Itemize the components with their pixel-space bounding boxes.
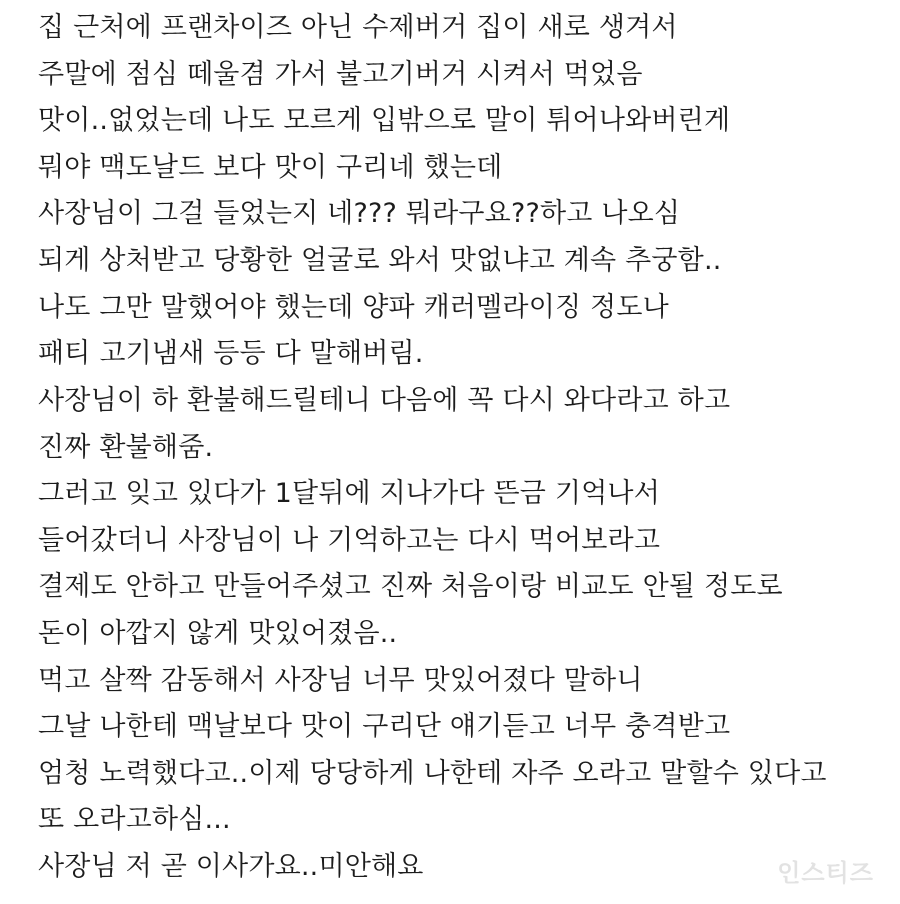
post-line: 사장님이 그걸 들었는지 네??? 뭐라구요??하고 나오심	[38, 198, 681, 229]
post-line: 주말에 점심 떼울겸 가서 불고기버거 시켜서 먹었음	[38, 59, 643, 90]
post-line: 들어갔더니 사장님이 나 기억하고는 다시 먹어보라고	[38, 525, 661, 556]
post-line: 사장님 저 곧 이사가요..미안해요	[38, 851, 424, 882]
site-watermark: 인스티즈	[777, 859, 874, 887]
post-line: 엄청 노력했다고..이제 당당하게 나한테 자주 오라고 말할수 있다고	[38, 758, 827, 789]
post-line: 집 근처에 프랜차이즈 아닌 수제버거 집이 새로 생겨서	[38, 12, 678, 43]
post-line: 진짜 환불해줌.	[38, 432, 214, 463]
post-line: 그날 나한테 맥날보다 맛이 구리단 얘기듣고 너무 충격받고	[38, 711, 731, 742]
post-line: 돈이 아깝지 않게 맛있어졌음..	[38, 618, 398, 649]
post-body	[38, 0, 888, 904]
post-line: 맛이..없었는데 나도 모르게 입밖으로 말이 튀어나와버린게	[38, 105, 731, 136]
post-line: 또 오라고하심...	[38, 804, 231, 835]
post-line: 먹고 살짝 감동해서 사장님 너무 맛있어졌다 말하니	[38, 665, 643, 696]
post-line: 패티 고기냄새 등등 다 말해버림.	[38, 338, 424, 369]
post-line: 나도 그만 말했어야 했는데 양파 캐러멜라이징 정도나	[38, 292, 669, 323]
post-line: 되게 상처받고 당황한 얼굴로 와서 맛없냐고 계속 추궁함..	[38, 245, 722, 276]
post-line: 그러고 잊고 있다가 1달뒤에 지나가다 뜬금 기억나서	[38, 478, 660, 509]
post-line: 사장님이 하 환불해드릴테니 다음에 꼭 다시 와다라고 하고	[38, 385, 731, 416]
post-line: 결제도 안하고 만들어주셨고 진짜 처음이랑 비교도 안될 정도로	[38, 571, 783, 602]
post-line: 뭐야 맥도날드 보다 맛이 구리네 했는데	[38, 152, 503, 183]
